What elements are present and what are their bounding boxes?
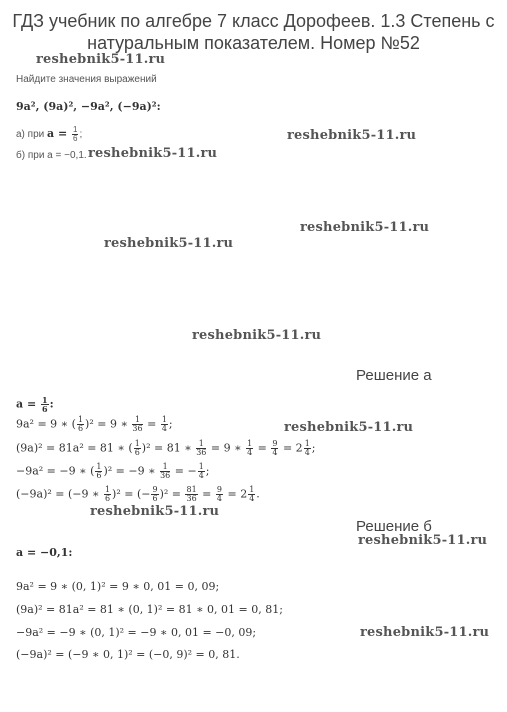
title-line-1: ГДЗ учебник по алгебре 7 класс Дорофеев. 1.3 Степень с [12, 11, 495, 31]
watermark: reshebnik5-11.ru [300, 220, 430, 235]
watermark: reshebnik5-11.ru [104, 236, 234, 251]
task-expressions: 9a², (9a)², −9a², (−9a)²: [16, 100, 161, 113]
solution-b-line-2: (9a)² = 81a² = 81 ∗ (0, 1)² = 81 ∗ 0, 01 = 0, 81; [16, 603, 283, 616]
solution-a-line-3: −9a² = −9 ∗ ( $\frac{1}{6}$ )² = −9 ∗ $\frac{1}{36}$ = − $\frac{1}{4}$ ; [16, 462, 210, 480]
watermark: reshebnik5-11.ru [284, 420, 414, 435]
watermark: reshebnik5-11.ru [36, 52, 166, 67]
page-title [0, 10, 507, 54]
task-part-a: а) при a = $\frac{1}{6}$ ; [16, 125, 83, 143]
solution-b-line-1: 9a² = 9 ∗ (0, 1)² = 9 ∗ 0, 01 = 0, 09; [16, 580, 220, 593]
watermark: reshebnik5-11.ru [360, 625, 490, 640]
solution-b-line-4: (−9a)² = (−9 ∗ 0, 1)² = (−0, 9)² = 0, 81. [16, 648, 240, 661]
task-instruction: Найдите значения выражений [16, 74, 157, 85]
solution-a-line-2: (9a)² = 81a² = 81 ∗ ( $\frac{1}{6}$ )² = 81 ∗ $\frac{1}{36}$ = 9 ∗ $\frac{1}{4}$ = $\frac{9}{4}$ = 2 $\frac{1}{4}$ ; [16, 439, 316, 457]
watermark: reshebnik5-11.ru [287, 128, 417, 143]
solution-a-given: a = $\frac{1}{6}$ : [16, 395, 54, 414]
solution-a-line-4: (−9a)² = (−9 ∗ $\frac{1}{6}$ )² = (− $\frac{9}{6}$ )² = $\frac{81}{36}$ = $\frac{9}{4}$ = 2 $\frac{1}{4}$ . [16, 485, 260, 503]
solution-b-line-3: −9a² = −9 ∗ (0, 1)² = −9 ∗ 0, 01 = −0, 09; [16, 626, 257, 639]
watermark: reshebnik5-11.ru [90, 504, 220, 519]
solution-b-given: a = −0,1: [16, 546, 73, 559]
title-line-2: натуральным показателем. Номер №52 [87, 33, 420, 53]
solution-a-line-1: 9a² = 9 ∗ ( $\frac{1}{6}$ )² = 9 ∗ $\frac{1}{36}$ = $\frac{1}{4}$ ; [16, 415, 173, 433]
watermark: reshebnik5-11.ru [358, 533, 488, 548]
watermark: reshebnik5-11.ru [192, 328, 322, 343]
watermark: reshebnik5-11.ru [88, 146, 218, 161]
fraction: $\frac{1}{6}$ [73, 125, 78, 143]
solution-b-heading: Решение б [356, 518, 432, 535]
solution-a-heading: Решение а [356, 367, 432, 384]
task-part-b: б) при a = −0,1. [16, 150, 87, 161]
